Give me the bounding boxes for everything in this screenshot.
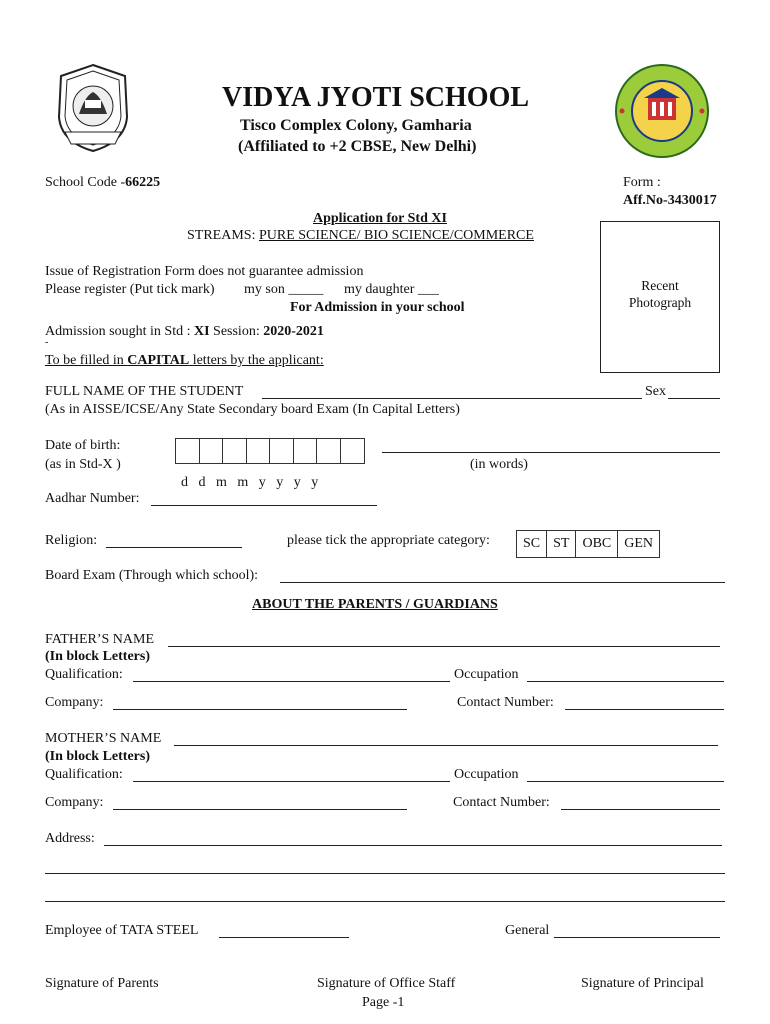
- employee-input[interactable]: [219, 937, 349, 938]
- std-value: XI: [193, 324, 210, 339]
- mother-contact-input[interactable]: [561, 809, 720, 810]
- dob-label: Date of birth:: [45, 438, 121, 453]
- mother-block-letters: (In block Letters): [45, 749, 150, 764]
- dob-cell[interactable]: [270, 439, 294, 463]
- mother-company-label: Company:: [45, 795, 104, 810]
- father-company-label: Company:: [45, 695, 104, 710]
- as-in-note: (As in AISSE/ICSE/Any State Secondary board Exam (In Capital Letters): [45, 402, 460, 417]
- aadhar-label: Aadhar Number:: [45, 491, 140, 506]
- category-sc[interactable]: SC: [517, 531, 547, 557]
- religion-label: Religion:: [45, 533, 98, 548]
- board-exam-label: Board Exam (Through which school):: [45, 568, 259, 583]
- dob-cell[interactable]: [247, 439, 271, 463]
- mother-occupation-label: Occupation: [454, 767, 519, 782]
- photo-box[interactable]: [600, 221, 720, 373]
- father-qualification-label: Qualification:: [45, 667, 123, 682]
- religion-input[interactable]: [106, 547, 242, 548]
- full-name-label: FULL NAME OF THE STUDENT: [45, 384, 244, 399]
- general-input[interactable]: [554, 937, 720, 938]
- mother-occupation-input[interactable]: [527, 781, 724, 782]
- streams-value: PURE SCIENCE/ BIO SCIENCE/COMMERCE: [258, 228, 534, 243]
- signature-office-staff: Signature of Office Staff: [317, 976, 456, 991]
- mother-name-input[interactable]: [174, 745, 718, 746]
- address-label: Address:: [45, 831, 95, 846]
- father-name-input[interactable]: [168, 646, 720, 647]
- dob-cell[interactable]: [317, 439, 341, 463]
- form-label: Form :: [623, 175, 661, 190]
- father-contact-label: Contact Number:: [457, 695, 554, 710]
- category-st[interactable]: ST: [547, 531, 576, 557]
- father-occupation-label: Occupation: [454, 667, 519, 682]
- signature-principal: Signature of Principal: [581, 976, 704, 991]
- school-code-value: 66225: [125, 175, 161, 190]
- capital-instruction: [45, 353, 324, 369]
- school-affiliation: (Affiliated to +2 CBSE, New Delhi): [238, 138, 477, 155]
- employee-label: Employee of TATA STEEL: [45, 923, 199, 938]
- category-gen[interactable]: GEN: [624, 536, 654, 551]
- issue-note: Issue of Registration Form does not guarantee admission: [45, 264, 364, 279]
- category-obc[interactable]: OBC: [576, 531, 618, 557]
- streams-label: STREAMS: [187, 228, 252, 243]
- cbse-logo: [608, 62, 716, 160]
- father-qualification-input[interactable]: [133, 681, 450, 682]
- father-occupation-input[interactable]: [527, 681, 724, 682]
- school-code: [45, 175, 160, 191]
- father-name-label: FATHER’S NAME: [45, 632, 155, 647]
- full-name-input[interactable]: [262, 398, 642, 399]
- school-name: VIDYA JYOTI SCHOOL: [222, 82, 530, 113]
- board-exam-input[interactable]: [280, 582, 725, 583]
- session-label: Session:: [213, 324, 260, 339]
- address-input-line-3[interactable]: [45, 901, 725, 902]
- in-words-label: (in words): [470, 457, 528, 472]
- dob-sub: (as in Std-X ): [45, 457, 121, 472]
- dob-words-input[interactable]: [382, 452, 720, 453]
- dob-input-grid[interactable]: [175, 438, 365, 464]
- category-prompt: please tick the appropriate category:: [287, 533, 490, 548]
- father-contact-input[interactable]: [565, 709, 724, 710]
- capital-word: CAPITAL: [127, 353, 190, 368]
- photo-label-photograph: Photograph: [628, 295, 692, 310]
- page-number: Page -1: [362, 995, 405, 1010]
- dob-cell[interactable]: [176, 439, 200, 463]
- sex-label: Sex: [645, 384, 666, 399]
- category-table: [516, 530, 660, 558]
- dash: -: [45, 337, 49, 348]
- dob-cell[interactable]: [341, 439, 365, 463]
- parents-heading: ABOUT THE PARENTS / GUARDIANS: [252, 597, 498, 612]
- mother-qualification-input[interactable]: [133, 781, 450, 782]
- son-option[interactable]: my son _____: [244, 282, 324, 297]
- dob-cell[interactable]: [223, 439, 247, 463]
- dob-cell[interactable]: [200, 439, 224, 463]
- mother-contact-label: Contact Number:: [453, 795, 550, 810]
- admission-label: Admission sought in Std :: [45, 324, 191, 339]
- for-admission: For Admission in your school: [290, 300, 465, 315]
- capital-pre: To be filled in: [45, 353, 128, 368]
- dob-cell[interactable]: [294, 439, 318, 463]
- school-code-label: School Code -: [45, 175, 126, 190]
- application-title: Application for Std XI: [313, 211, 447, 226]
- daughter-option[interactable]: my daughter ___: [344, 282, 439, 297]
- dob-format: d d m m y y y y: [181, 475, 319, 490]
- streams: STREAMS: PURE SCIENCE/ BIO SCIENCE/COMMERCE: [187, 228, 534, 243]
- address-input-line-2[interactable]: [45, 873, 725, 874]
- register-note: Please register (Put tick mark): [45, 282, 215, 297]
- general-label: General: [505, 923, 550, 938]
- mother-qualification-label: Qualification:: [45, 767, 123, 782]
- father-block-letters: (In block Letters): [45, 649, 150, 664]
- address-input-line-1[interactable]: [104, 845, 722, 846]
- session-value: 2020-2021: [263, 324, 324, 339]
- admission-sought: [45, 324, 324, 340]
- mother-name-label: MOTHER’S NAME: [45, 731, 162, 746]
- school-address: Tisco Complex Colony, Gamharia: [240, 117, 472, 134]
- capital-post: letters by the applicant:: [189, 353, 324, 368]
- signature-parents: Signature of Parents: [45, 976, 159, 991]
- mother-company-input[interactable]: [113, 809, 407, 810]
- aff-number: Aff.No-3430017: [623, 193, 717, 208]
- school-crest-logo: [55, 62, 131, 154]
- father-company-input[interactable]: [113, 709, 407, 710]
- aadhar-input[interactable]: [151, 505, 377, 506]
- photo-label-recent: Recent: [641, 278, 679, 293]
- sex-input[interactable]: [668, 398, 720, 399]
